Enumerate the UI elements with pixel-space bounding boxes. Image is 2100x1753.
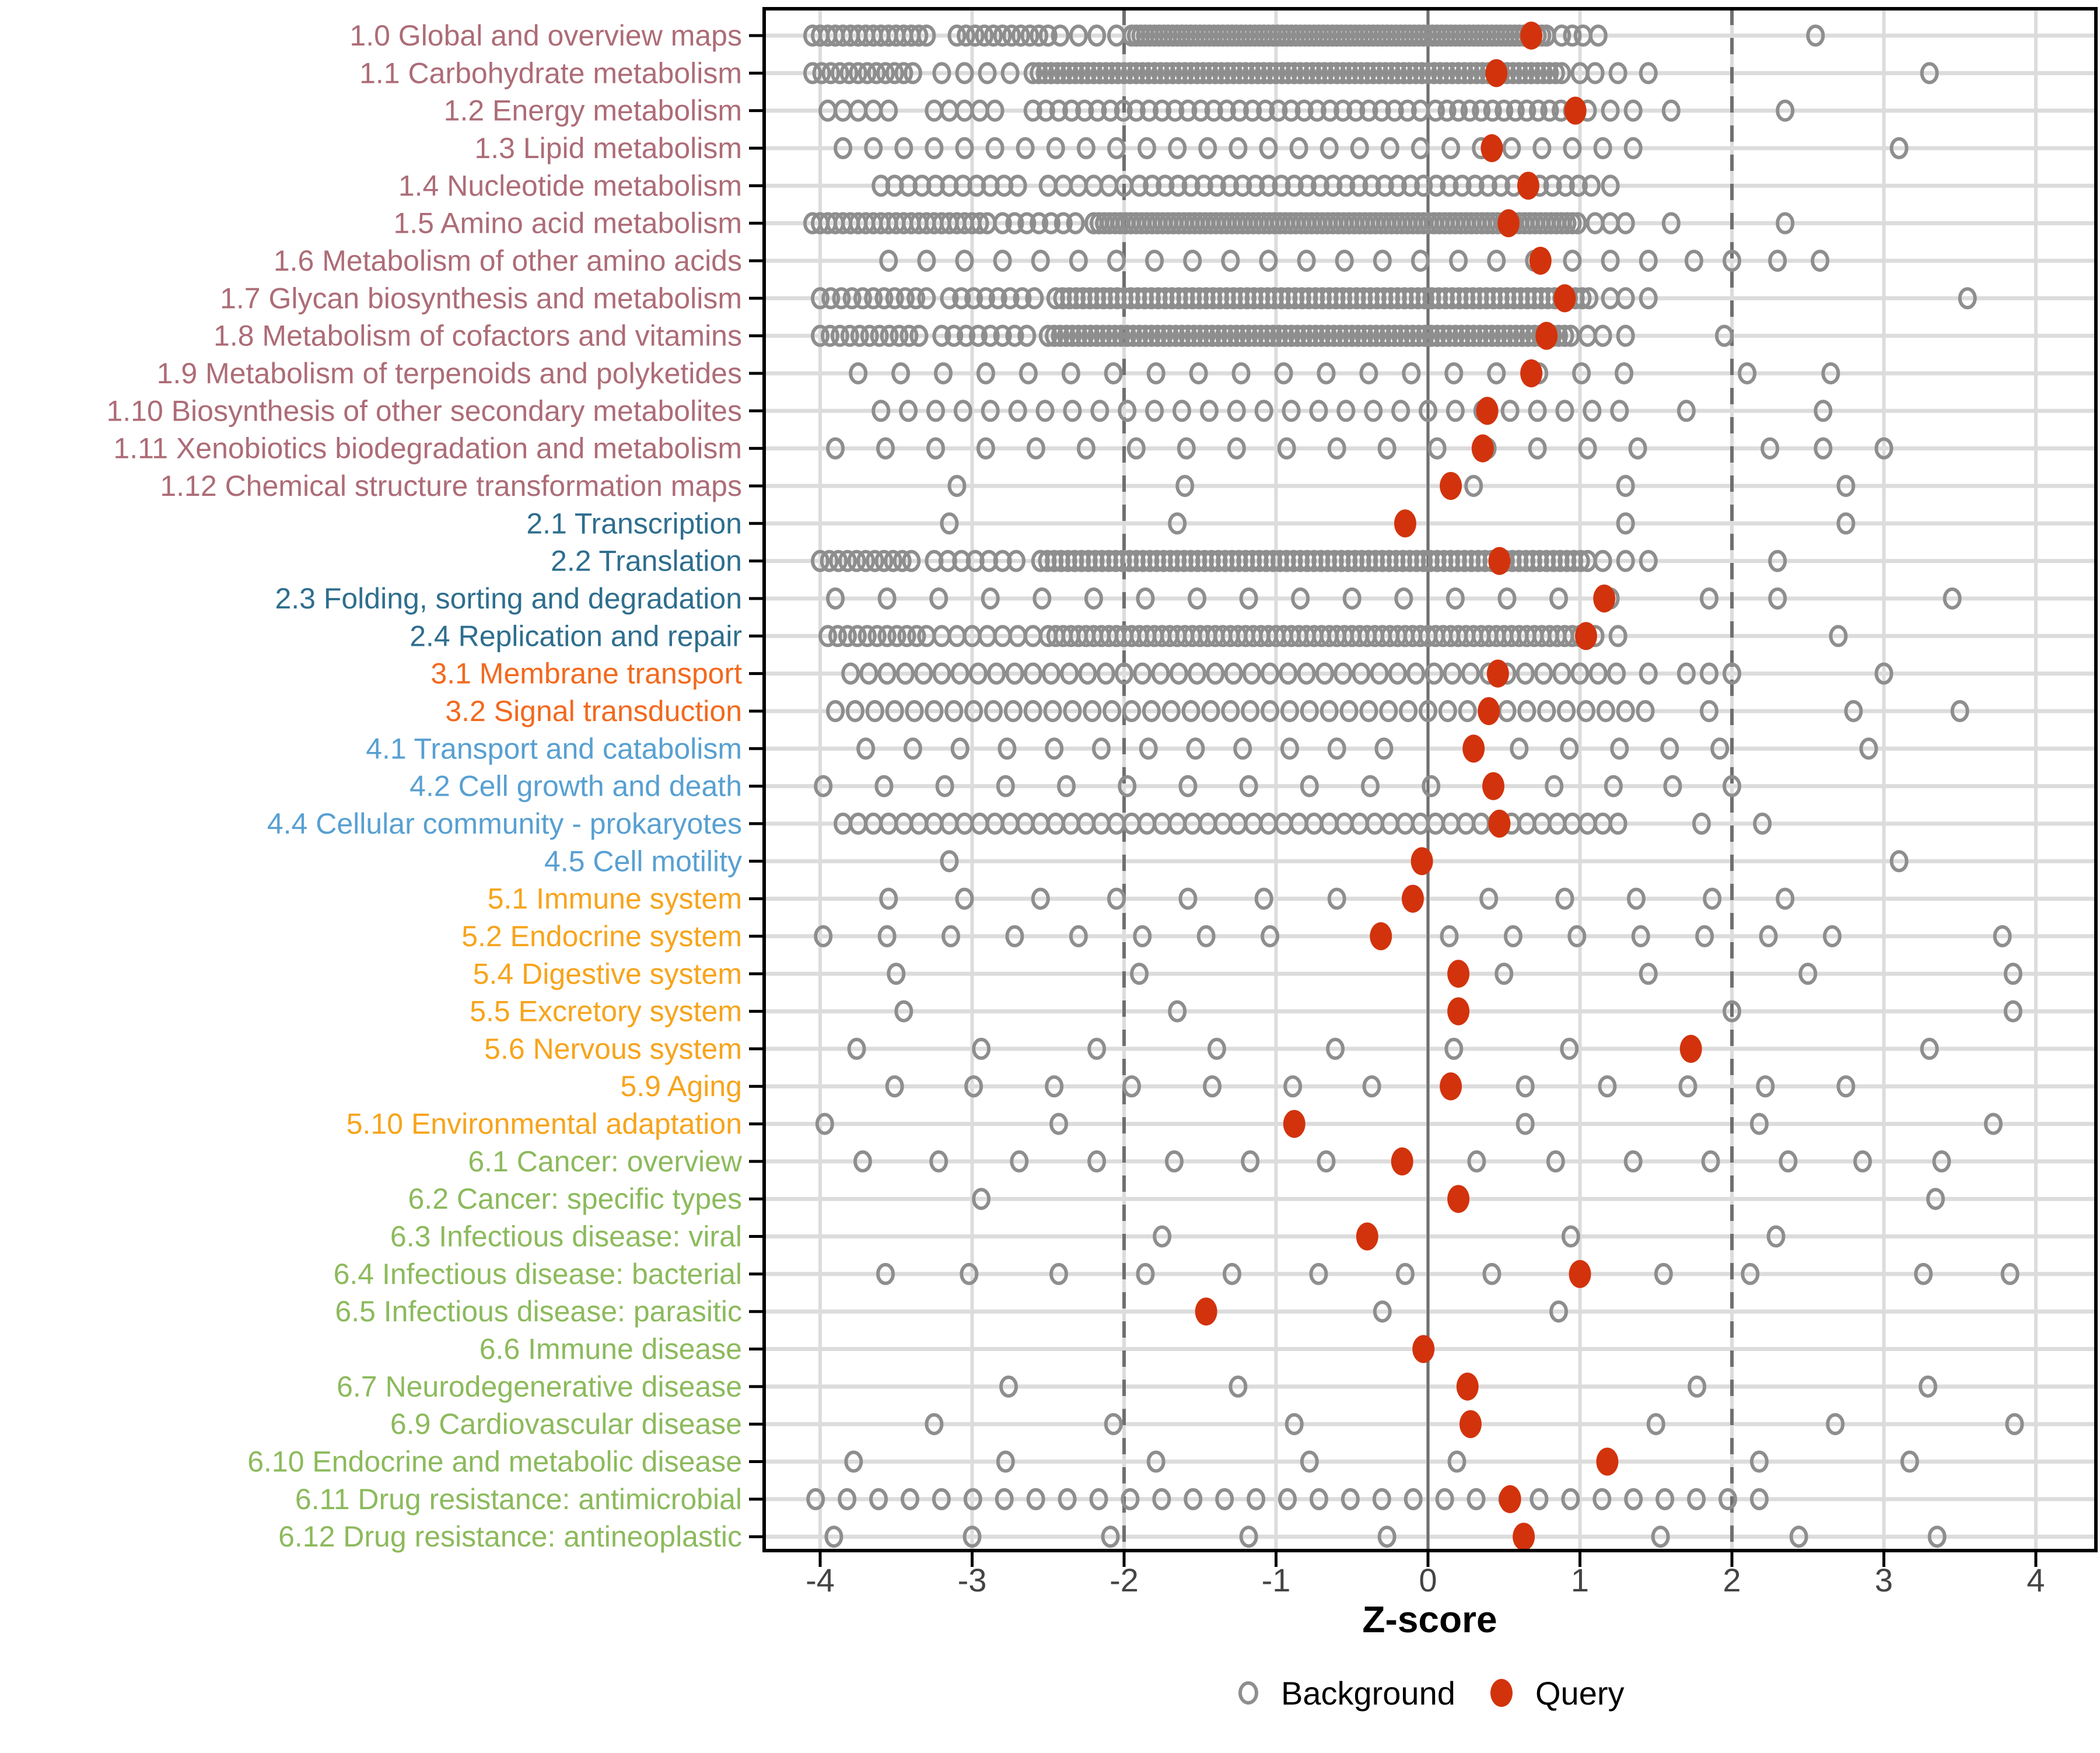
query-point [1596,1448,1618,1476]
row-label: 1.8 Metabolism of cofactors and vitamins [214,319,742,352]
plot-generated-content [106,9,2096,1598]
x-tick-label: -1 [1261,1562,1291,1598]
row-label: 6.3 Infectious disease: viral [390,1220,742,1253]
row-label: 1.1 Carbohydrate metabolism [359,57,742,90]
query-point [1488,547,1510,575]
query-point [1462,734,1485,762]
query-point [1488,810,1510,838]
query-point [1440,472,1462,500]
row-label: 6.9 Cardiovascular disease [390,1408,742,1441]
x-tick-label: 4 [2027,1562,2045,1598]
query-point [1680,1035,1702,1063]
row-label: 1.0 Global and overview maps [349,19,742,52]
row-label: 2.1 Transcription [526,507,742,540]
query-point [1482,772,1504,800]
row-label: 4.5 Cell motility [544,845,742,878]
row-label: 6.5 Infectious disease: parasitic [335,1295,742,1328]
row-label: 4.1 Transport and catabolism [366,732,742,765]
row-label: 1.2 Energy metabolism [443,94,742,127]
query-point [1195,1297,1217,1325]
query-point [1575,622,1597,650]
row-label: 5.10 Environmental adaptation [346,1107,742,1140]
row-label: 1.5 Amino acid metabolism [393,207,742,240]
row-label: 6.1 Cancer: overview [468,1145,742,1178]
row-label: 6.7 Neurodegenerative disease [337,1370,742,1403]
row-label: 6.4 Infectious disease: bacterial [333,1257,742,1290]
row-label: 5.1 Immune system [487,882,742,915]
row-label: 5.2 Endocrine system [461,919,742,953]
query-point [1530,247,1552,275]
query-point [1402,885,1424,913]
query-point [1520,22,1542,50]
query-point [1485,59,1507,87]
legend [1240,1675,1625,1712]
query-point [1593,585,1615,613]
query-point [1480,134,1503,162]
query-point [1447,960,1469,988]
row-label: 1.11 Xenobiotics biodegradation and metabolism [113,432,742,465]
query-point [1283,1110,1306,1138]
query-point [1497,209,1520,237]
panel-border [764,9,2096,1551]
query-point [1535,322,1558,350]
row-label: 1.4 Nucleotide metabolism [398,169,742,202]
legend-background-marker-icon [1240,1683,1256,1703]
query-point [1370,922,1392,950]
query-point [1447,998,1469,1026]
row-label: 5.5 Excretory system [470,995,742,1028]
query-point [1517,172,1539,200]
row-label: 3.1 Membrane transport [430,657,742,690]
query-point [1460,1410,1482,1438]
query-point [1356,1223,1378,1251]
query-point [1499,1485,1521,1513]
row-label: 6.10 Endocrine and metabolic disease [247,1445,742,1478]
query-point [1412,1335,1434,1363]
query-point [1513,1523,1535,1551]
row-label: 2.3 Folding, sorting and degradation [275,582,742,615]
query-point [1476,397,1499,425]
row-label: 6.2 Cancer: specific types [408,1182,742,1216]
legend-background-label: Background [1281,1675,1455,1712]
row-label: 1.12 Chemical structure transformation maps [160,469,742,502]
query-point [1478,697,1500,725]
row-label: 4.2 Cell growth and death [410,769,742,803]
x-tick-label: 3 [1874,1562,1894,1598]
query-point [1391,1147,1413,1175]
query-point [1520,359,1542,387]
x-tick-label: 0 [1419,1562,1437,1598]
row-label: 3.2 Signal transduction [445,694,742,727]
query-point [1564,97,1587,125]
row-label: 6.12 Drug resistance: antineoplastic [278,1520,742,1553]
row-label: 4.4 Cellular community - prokaryotes [267,807,742,840]
row-label: 1.9 Metabolism of terpenoids and polyketides [156,356,742,390]
row-label: 2.2 Translation [551,544,742,578]
x-tick-label: -2 [1110,1562,1139,1598]
row-label: 1.3 Lipid metabolism [474,131,742,165]
x-tick-label: 1 [1570,1562,1590,1598]
query-point [1487,660,1509,688]
query-point [1457,1373,1479,1401]
x-tick-label: -4 [806,1562,835,1598]
row-label: 2.4 Replication and repair [410,620,742,653]
row-label: 6.11 Drug resistance: antimicrobial [295,1482,742,1516]
query-point [1394,509,1416,537]
row-label: 1.10 Biosynthesis of other secondary metabolites [106,394,742,428]
row-label: 5.4 Digestive system [473,957,742,991]
legend-query-label: Query [1535,1675,1625,1712]
row-label: 6.6 Immune disease [479,1332,742,1366]
x-tick-label: 2 [1723,1562,1741,1598]
query-point [1472,435,1494,463]
legend-query-marker-icon [1490,1679,1513,1707]
x-axis-title: Z-score [1362,1598,1497,1640]
query-point [1440,1072,1462,1100]
row-label: 5.6 Nervous system [484,1032,742,1065]
row-label: 1.6 Metabolism of other amino acids [273,244,742,277]
x-tick-label: -3 [957,1562,987,1598]
query-point [1411,847,1433,875]
row-label: 1.7 Glycan biosynthesis and metabolism [220,282,742,315]
query-point [1569,1260,1591,1288]
query-point [1553,284,1576,312]
row-label: 5.9 Aging [620,1070,742,1103]
query-point [1447,1185,1469,1213]
